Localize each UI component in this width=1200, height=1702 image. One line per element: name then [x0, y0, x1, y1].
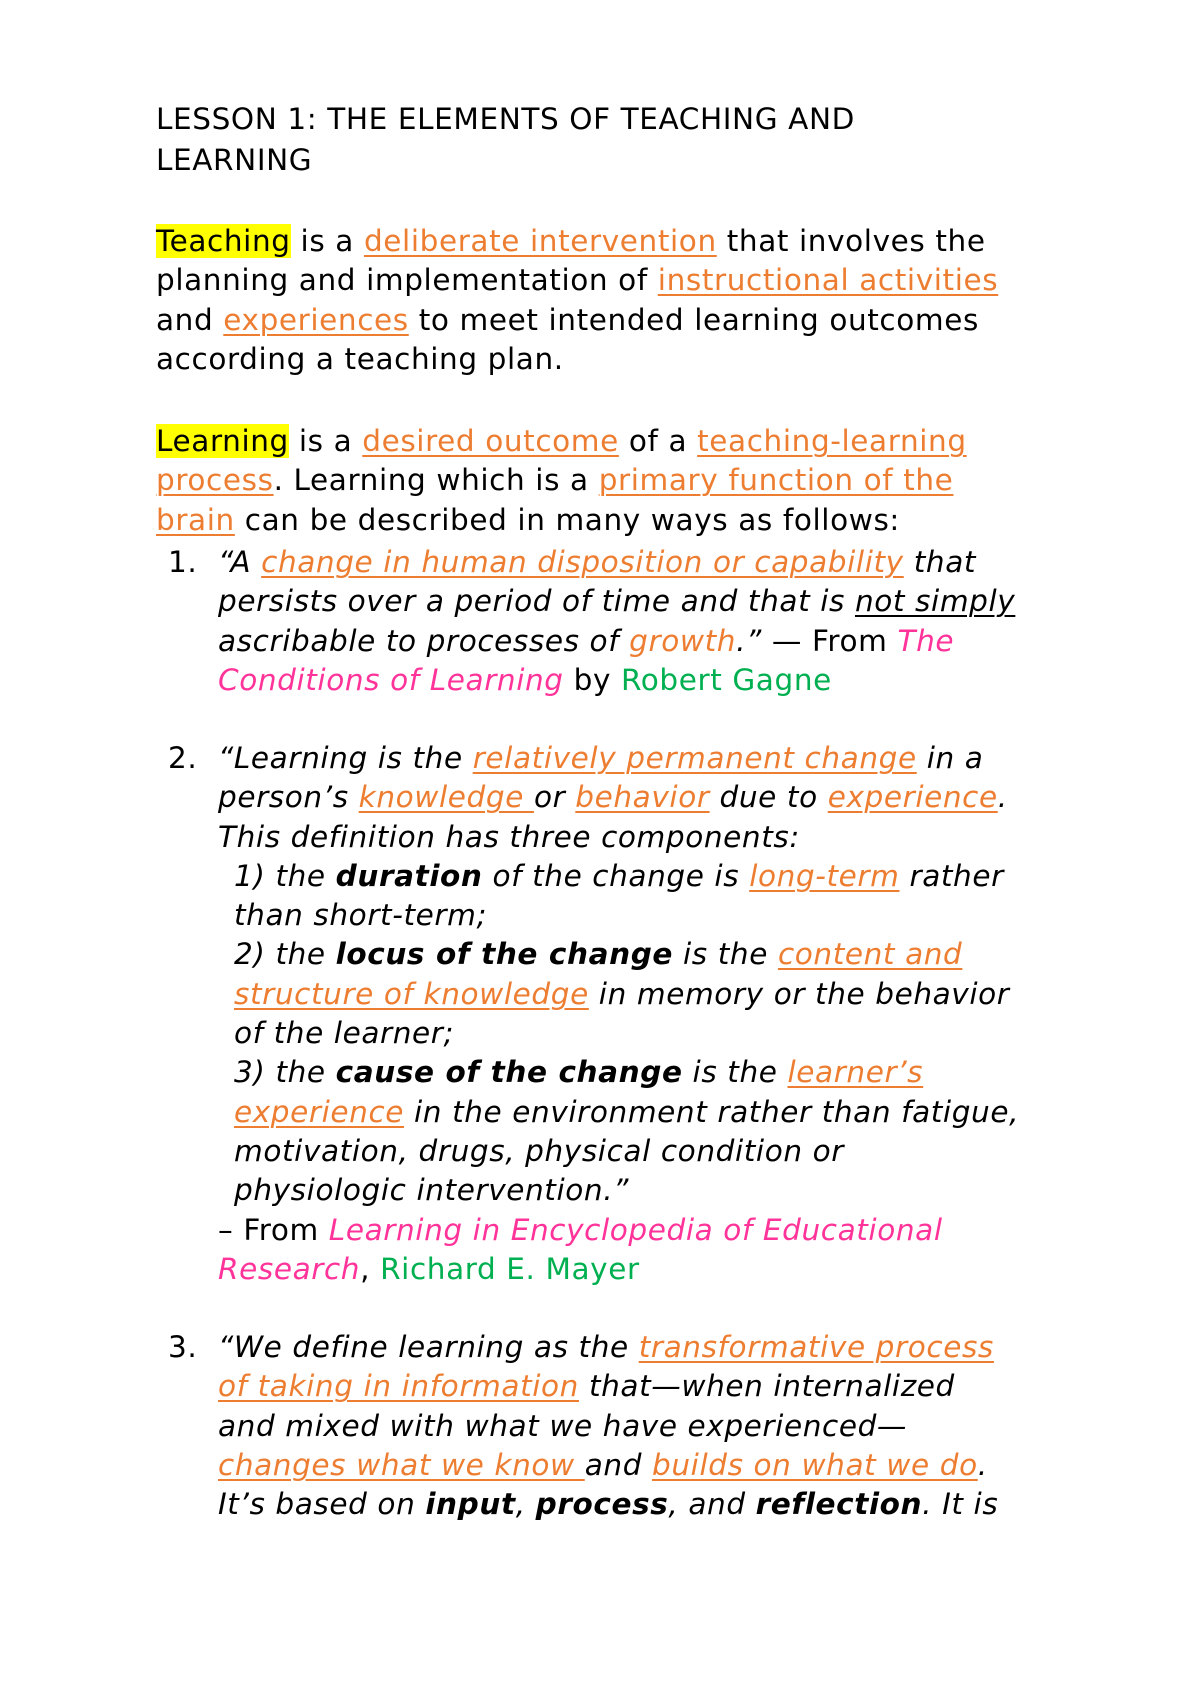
component-text: than short-term;	[234, 898, 487, 933]
component-text: 2) the	[234, 937, 336, 972]
bold-term: input	[425, 1487, 516, 1522]
quote-text: or	[533, 780, 576, 815]
learning-term: Learning	[156, 424, 289, 458]
component-text: is the	[682, 1055, 788, 1090]
keyword: structure of knowledge	[234, 976, 589, 1011]
source-title: Research	[218, 1251, 361, 1286]
teaching-paragraph	[156, 222, 998, 379]
source-title: The	[897, 623, 955, 658]
keyword: relatively permanent change	[472, 741, 917, 775]
quote-text: person’s	[218, 780, 359, 815]
quote-text: “A	[218, 545, 262, 579]
keyword: long-term	[749, 858, 900, 893]
teaching-text: that involves the	[716, 224, 986, 258]
bold-term: process	[535, 1487, 669, 1522]
component-text: physiologic intervention.”	[234, 1173, 630, 1208]
teaching-text: planning and implementation of	[156, 263, 658, 298]
keyword: of taking in information	[218, 1369, 579, 1404]
keyword: change in human disposition or capability	[261, 545, 904, 579]
source-title: Conditions of Learning	[218, 662, 564, 697]
keyword: teaching-learning	[697, 424, 967, 458]
quote-text: .	[977, 1447, 988, 1482]
learning-text: is a	[288, 424, 363, 458]
bold-term: reflection	[755, 1487, 923, 1522]
keyword: brain	[156, 502, 235, 537]
quote-text: due to	[709, 780, 828, 815]
quote-text: and	[584, 1447, 653, 1482]
separator-text: ,	[360, 1251, 381, 1286]
lesson-title	[156, 99, 855, 181]
list-item-2	[218, 739, 1019, 1289]
teaching-text: is a	[290, 224, 364, 258]
component-text: 3) the	[234, 1055, 336, 1090]
list-number: 2.	[168, 741, 198, 775]
keyword: deliberate intervention	[363, 224, 717, 258]
learning-text: can be described in many ways as follows:	[234, 502, 900, 537]
component-text: of the change is	[482, 858, 750, 893]
quote-text: that—when internalized	[578, 1369, 955, 1404]
quote-text: persists over a period of time and that is	[218, 584, 855, 619]
teaching-text: and	[156, 302, 224, 337]
teaching-text: according a teaching plan.	[156, 341, 564, 376]
quote-text: “Learning is the	[218, 741, 473, 775]
from-text: – From	[218, 1212, 329, 1247]
lesson-title-line-1: LESSON 1: THE ELEMENTS OF TEACHING AND	[156, 102, 855, 136]
keyword: behavior	[575, 780, 710, 815]
lesson-title-line-2: LEARNING	[156, 143, 313, 177]
quote-text: It’s based on	[218, 1487, 426, 1522]
keyword: primary function of the	[598, 463, 954, 498]
quote-text: This definition has three components:	[218, 819, 800, 854]
bold-term: locus of the change	[335, 937, 674, 972]
quote-text: .”	[736, 623, 762, 658]
learning-text: of a	[618, 424, 698, 458]
teaching-text: to meet intended learning outcomes	[408, 302, 979, 337]
keyword: learner’s	[787, 1055, 924, 1090]
keyword: experience	[234, 1094, 405, 1129]
quote-text: . It is	[922, 1487, 999, 1522]
source-title: Learning in Encyclopedia of Educational	[328, 1212, 943, 1247]
keyword: changes what we know	[218, 1447, 585, 1482]
quote-text: ,	[515, 1487, 536, 1522]
quote-text: that	[903, 545, 977, 579]
bold-term: duration	[335, 858, 483, 893]
by-text: by	[563, 662, 621, 697]
keyword: instructional activities	[657, 263, 999, 298]
keyword: experiences	[223, 302, 409, 337]
quote-text: ascribable to processes of	[218, 623, 630, 658]
keyword: transformative process	[638, 1330, 994, 1364]
keyword: process	[156, 463, 274, 498]
component-text: of the learner;	[234, 1016, 455, 1051]
author-name: Richard E. Mayer	[380, 1251, 640, 1286]
learning-paragraph	[156, 422, 967, 540]
quote-text: in a	[916, 741, 984, 775]
list-number: 3.	[168, 1330, 198, 1364]
keyword: knowledge	[358, 780, 534, 815]
teaching-term: Teaching	[156, 224, 291, 258]
component-text: motivation, drugs, physical condition or	[234, 1133, 845, 1168]
keyword: growth	[629, 623, 737, 658]
underlined-text: not simply	[854, 584, 1016, 619]
component-text: rather	[899, 858, 1004, 893]
keyword: content and	[777, 937, 963, 972]
quote-text: and mixed with what we have experienced—	[218, 1408, 907, 1443]
component-text: is the	[673, 937, 778, 972]
author-name: Robert Gagne	[620, 662, 832, 697]
list-item-1	[218, 543, 1015, 700]
keyword: experience	[827, 780, 998, 815]
quote-text: .	[997, 780, 1008, 815]
quote-text: , and	[668, 1487, 756, 1522]
list-number: 1.	[168, 545, 198, 579]
quote-text: “We define learning as the	[218, 1330, 639, 1364]
learning-text: . Learning which is a	[273, 463, 599, 498]
list-item-3	[218, 1328, 998, 1524]
component-text: 1) the	[234, 858, 336, 893]
component-text: in the environment rather than fatigue,	[404, 1094, 1020, 1129]
keyword: desired outcome	[362, 424, 619, 458]
component-text: in memory or the behavior	[588, 976, 1010, 1011]
bold-term: cause of the change	[335, 1055, 683, 1090]
keyword: builds on what we do	[652, 1447, 978, 1482]
from-text: — From	[761, 623, 898, 658]
